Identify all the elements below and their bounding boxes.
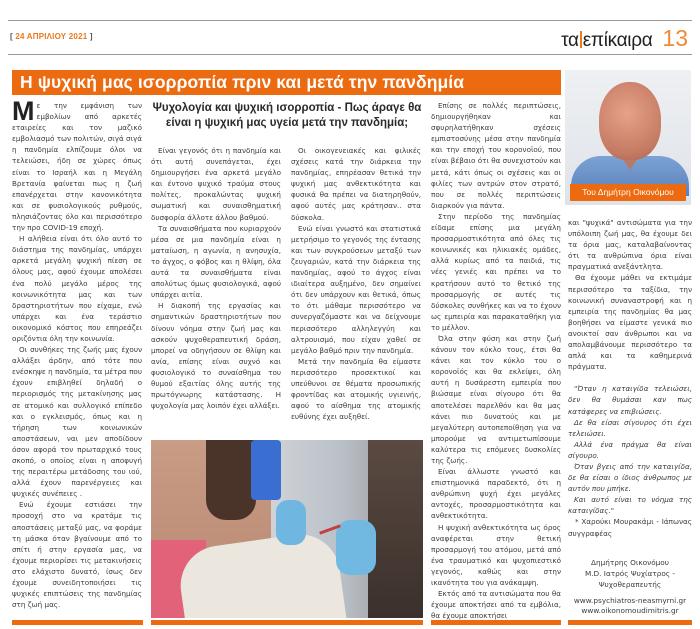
footer-rule [568, 620, 692, 625]
paragraph: Οι οικογενειακές και φιλικές σχέσεις κατά την διάρκεια την πανδημίας, επηρέασαν θετικά την ψυχική μας ανθεκτικότητα και φυσικά θα πρέπει να διατηρηθούν, αφού αυτές μας κράτησαν.. στα δύσκολα. [291, 146, 421, 222]
quote-attribution: * Χαρούκι Μουρακάμι - Ιάπωνας συγγραφέας [568, 517, 692, 538]
brand-logo [561, 30, 652, 52]
brand-bar-icon [580, 31, 582, 48]
signature-title: M.D. Ιατρός Ψυχίατρος - [584, 568, 676, 578]
paragraph: Ενώ έχουμε εστιάσει την προσοχή στο να κρατάμε τις αποστάσεις μεταξύ μας, να φοράμε τη μάσκα όταν βγαίνουμε από το σπίτι ή στην εργασία μας, να έχουμε περιορίσει τις μετακινήσεις στο ελάχιστο δυνατό, ίσως δεν έχουμε συνειδητοποιήσει τις ψυχικές επιπτώσεις της πανδημίας στη ζωή μας. [12, 500, 142, 610]
header-top-rule [8, 20, 692, 21]
article-subheadline: Ψυχολογία και ψυχική ισορροπία - Πως άραγε θα είναι η ψυχική μας υγεία μετά την πανδημία; [152, 102, 422, 129]
footer-rule [431, 620, 561, 625]
paragraph: Μετά την πανδημία θα είμαστε περισσότερο προσεκτικοί και υπεύθυνοι σε θέματα προσωπικής φροντίδας και ατομικής υγιεινής, αφού το αίσθημα της ατομικής ευθύνης έχει αυξηθεί. [291, 356, 421, 422]
paragraph-text: ε την εμφάνιση των εμβολίων από αρκετές εταιρείες και τον μαζικό εμβολιασμό των πολιτών, σιγά σιγά η πανδημία ελπίζουμε όλοι να τελειώσει, ήδη σε χώρες όπως είναι το Ισραήλ και η Μεγάλη Βρετανία φαίνεται πως η ζωή επανέρχεται στην κανονικότητα και σε φυσιολογικούς ρυθμούς, πλησιάζοντας όλο και περισσότερο την προ COVID-19 εποχή. [12, 101, 142, 233]
paragraph: Όλα στην φύση και στην ζωή κάνουν τον κύκλο τους, έτσι θα κάνει και τον κύκλο του ο κορονοϊός και θα εκλείψει, όλη αυτή η δυσάρεστη εμπειρία που βιώσαμε είναι σίγουρο ότι θα αποτελέσει παρελθόν και θα μας κάνει πιο δυνατούς και με μεγαλύτερη αυτοπεποίθηση για να μπορούμε να αντιμετωπίσουμε καλύτερα τις επόμενες δυσκολίες της ζωής. [431, 333, 561, 465]
paragraph: Είναι γεγονός ότι η πανδημία και ότι αυτή συνεπάγεται, έχει δημιουργήσει ένα αρκετά μεγάλο και έντονο ψυχικό τραύμα στους πολίτες, προκαλώντας ψυχική σωματική και συναισθηματική δυσφορία άλλοτε άλλου βαθμού. [151, 146, 281, 222]
brand-prefix: τα [561, 30, 579, 51]
paragraph: Η διακοπή της εργασίας και σημαντικών δραστηριοτήτων που δίνουν νόημα στην ζωή μας και ασκούν ψυχοθεραπευτική δράση, μπορεί να οδηγήσουν σε θλίψη και ανία, επίσης είναι συχνό και φυσιολογικό το συναίσθημα του θυμού εξαιτίας όλης αυτής της πρωτόγνωρης κατάστασης. Η ψυχολογία μας λοιπόν έχει αλλάξει. [151, 301, 281, 411]
drop-cap: Μ [12, 96, 35, 126]
paragraph: Οι συνθήκες της ζωής μας έχουν αλλάξει άρδην, από τότε που ενέσκηψε η πανδημία, τα μέτρα που έχουν επιβληθεί δηλαδή ο περιορισμός της μετακίνησης μας σε ατομικό και συλλογικό επίπεδο και ο εγκλεισμός, όπως και η τήρηση των κοινωνικών αποστάσεων, ναι μεν αποδίδουν όσον αφορά τον πρωταρχικό τους σκοπό, ο οποίος είναι η αποφυγή της περαιτέρω μετάδοσης του ιού, αλλά έχουν παρενέργειες και ψυχικές συνέπειες . [12, 345, 142, 499]
paragraph: Ενώ είναι γνωστό και στατιστικά μετρήσιμο το γεγονός της έντασης και των συγκρούσεων μεταξύ των ζευγαριών, κατά την διάρκεια της πανδημίας, αφού το άγχος είναι ιδιαίτερα αυξημένο, δεν σημαίνει ότι δεν υπάρχουν και θετικά, όπως το ότι μάθαμε περισσότερο να συνεργαζόμαστε και να δείχνουμε περισσότερο αλληλεγγύη και αλτρουισμό, που είχαν χαθεί σε μεγάλο βαθμό πριν την πανδημία. [291, 223, 421, 355]
paragraph: Η ψυχική ανθεκτικότητα ως όρος αναφέρεται στην θετική προσαρμογή του ατόμου, μετά από ένα τραυματικό και ψυχοπιεστικό γεγονός, καθώς και στην ικανότητα του για ανάκαμψη. [431, 522, 561, 588]
signature-title: Ψυχοθεραπευτής [598, 579, 662, 589]
brand-suffix: επίκαιρα [582, 30, 653, 51]
article-column-1 [12, 96, 142, 610]
date-bracket-open: [ [10, 32, 13, 41]
author-websites [568, 596, 692, 616]
website-link[interactable]: www.oikonomoudimitris.gr [581, 605, 679, 615]
footer-rule [12, 620, 143, 625]
paragraph: Η αλήθεια είναι ότι όλο αυτό το διάστημα της πανδημίας, υπάρχει αρκετά μεγάλη ψυχική πίεση σε όλους μας, αφού έχουμε απολέσει ένα πολύ μεγάλο μέρος της κοινωνικότητα μας και των δραστηριοτήτων που είχαμε, ενώ υπάρχει και ένα τεράστιο οικονομικό κόστος που επηρεάζει οριζόντια όλη την κοινωνία. [12, 234, 142, 343]
author-photo [565, 70, 691, 205]
issue-date [10, 32, 93, 41]
glove-icon [336, 520, 376, 575]
pull-quote [568, 383, 692, 516]
header-bottom-rule [8, 54, 692, 55]
glove-icon [276, 500, 306, 545]
date-text: 24 ΑΠΡΙΛΙΟΥ 2021 [15, 32, 88, 41]
author-signature [568, 557, 692, 590]
date-bracket-close: ] [89, 32, 93, 41]
author-face [599, 82, 661, 160]
quote-line: Αλλά ένα πράγμα θα είναι σίγουρο. [568, 439, 692, 460]
page-number: 13 [662, 25, 688, 51]
quote-line: Και αυτό είναι το νόημα της καταιγίδας." [568, 495, 692, 516]
chair-back [251, 440, 281, 500]
article-headline: Η ψυχική μας ισορροπία πριν και μετά την πανδημία [20, 72, 465, 92]
publication-brand [561, 25, 688, 52]
article-column-5 [568, 217, 692, 616]
paragraph: Επίσης σε πολλές περιπτώσεις, δημιουργήθηκαν και σφυρηλατήθηκαν σχέσεις εμπιστοσύνης μέσα στην πανδημία και την εποχή του κορονοϊού, που είναι βέβαιο ότι θα συνεχιστούν και μετά, κάτι όπως οι σχέσεις και οι φιλίες των αντρών στον στρατό, που σε πολλές περιπτώσεις διαρκούν για πάντα. [431, 101, 561, 210]
paragraph: Εκτός από τα αντισώματα που θα έχουμε αποκτήσει από τα εμβόλια, θα έχουμε αποκτήσει [431, 589, 561, 621]
signature-name: Δημήτρης Οικονόμου [591, 557, 669, 567]
footer-rule [151, 620, 423, 625]
paragraph: Είναι άλλωστε γνωστό και επιστημονικά παραδεκτό, ότι η ανθρώπινη ψυχή έχει μεγάλες αντοχές, προσαρμοστικότητα και ανθεκτικότητα. [431, 467, 561, 521]
patient-hair [206, 440, 256, 520]
paragraph: και "ψυχικά" αντισώματα για την υπόλοιπη ζωή μας, θα έχουμε δει τα όρια μας, καταλαβαίνοντας ότι τα ανθρώπινα όρια είναι πραγματικά ανεξάντλητα. [568, 218, 692, 272]
paragraph [12, 96, 142, 233]
article-column-2 [151, 145, 281, 411]
quote-line: Δε θα είσαι σίγουρος ότι έχει τελειώσει. [568, 417, 692, 438]
paragraph: Θα έχουμε μάθει να εκτιμάμε περισσότερο τα ταξίδια, την κοινωνική συναναστροφή και η εμπειρία της πανδημίας θα μας βοηθήσει να είμαστε γενικά πιο ανοικτοί σαν άνθρωποι και να απολαμβάνουμε περισσότερο τα απλά και τα καθημερινά πράγματα. [568, 273, 692, 372]
doctor-figure [368, 440, 423, 618]
headline-banner [12, 70, 561, 95]
quote-line: Όταν βγεις από την καταιγίδα, δε θα είσαι ο ίδιος άνθρωπος με αυτόν που μπήκε. [568, 461, 692, 494]
vaccination-photo [151, 440, 423, 618]
author-caption: Του Δημήτρη Οικονόμου [570, 184, 686, 201]
spacer [568, 372, 692, 383]
article-column-3 [291, 145, 421, 422]
website-link[interactable]: www.psychiatros-neasmyrni.gr [573, 595, 687, 605]
article-column-4 [431, 100, 561, 621]
paragraph: Στην περίοδο της πανδημίας είδαμε επίσης μια μεγάλη προσαρμοστικότητα από όλες τις κοινωνικές και ηλικιακές ομάδες, αλλά κυρίως από τα παιδιά, τις νέες γενιές και πρέπει να το κρατήσουν αυτό το θετικό της προσαρμογής σε αυτές τις δύσκολες συνθήκες και να το έχουν ως εμπειρία και παρακαταθήκη για το μέλλον. [431, 211, 561, 332]
paragraph: Τα συναισθήματα που κυριαρχούν μέσα σε μια πανδημία είναι η ματαίωση, η αγωνία, η ανησυχία, το άγχος, ο φόβος και η θλίψη, όλα αυτά τα συναισθήματα είναι απολύτως όμως φυσιολογικά, αφού υπάρχει αιτία. [151, 223, 281, 300]
quote-line: "Όταν η καταιγίδα τελειώσει, δεν θα θυμάσαι καν πως κατάφερες να επιβιώσεις. [568, 384, 692, 416]
